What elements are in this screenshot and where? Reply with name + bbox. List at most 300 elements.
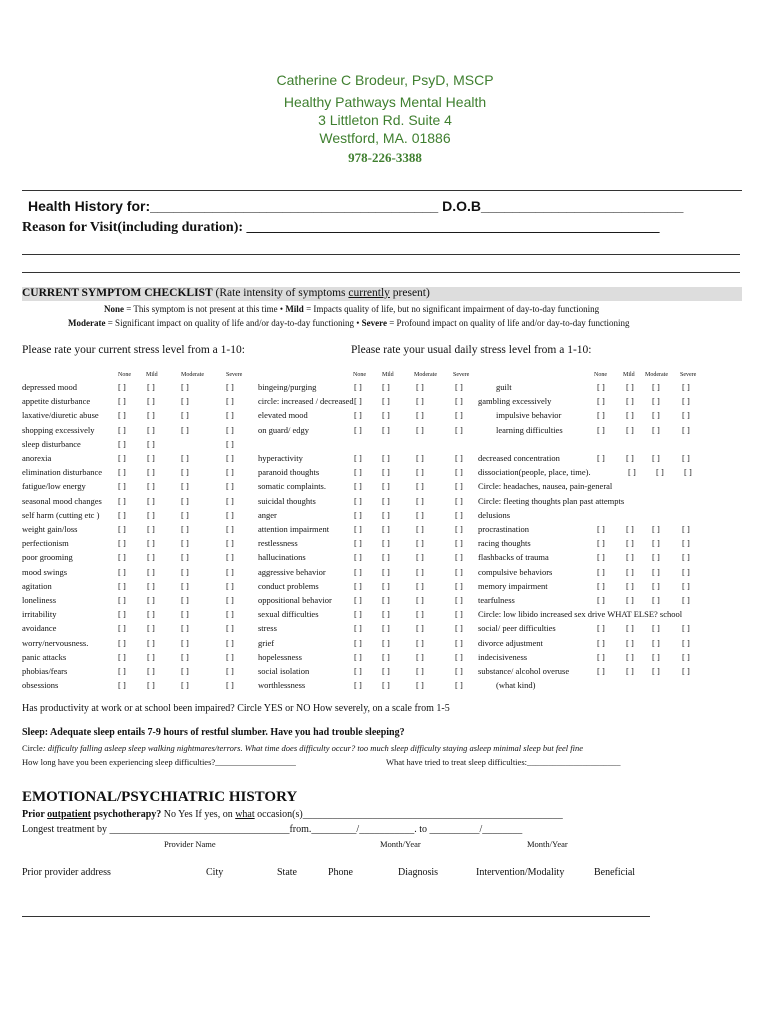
severity-checkbox-mild[interactable]: [ ] [382,467,390,478]
severity-checkbox-mild[interactable]: [ ] [626,382,634,392]
severity-checkbox-none[interactable]: [ ] [118,453,126,463]
severity-checkbox-mild[interactable]: [ ] [626,566,634,577]
prior-provider-city-label: City [206,867,224,878]
severity-checkbox-mild[interactable]: [ ] [626,552,634,563]
severity-checkbox-severe[interactable]: [ ] [455,623,463,634]
symptom-label: tearfulness [478,595,515,605]
severity-checkbox-moderate[interactable]: [ ] [652,637,660,648]
severity-checkbox-severe[interactable]: [ ] [682,410,690,421]
severity-checkbox-mild[interactable]: [ ] [382,637,390,648]
symptom-label: sleep disturbance [22,438,81,449]
severity-checkbox-moderate[interactable]: [ ] [181,552,189,563]
severity-checkbox-none[interactable]: [ ] [354,524,362,534]
severity-checkbox-severe[interactable]: [ ] [226,467,234,478]
symptom-label: gambling excessively [478,396,552,407]
severity-checkbox-mild[interactable]: [ ] [147,524,155,534]
severity-checkbox-severe[interactable]: [ ] [682,651,690,662]
severity-checkbox-mild[interactable]: [ ] [147,566,155,577]
severity-checkbox-moderate[interactable]: [ ] [416,453,424,463]
severity-checkbox-mild[interactable]: [ ] [382,382,390,392]
severity-checkbox-moderate[interactable]: [ ] [181,410,189,421]
severity-checkbox-none[interactable]: [ ] [118,481,126,492]
severity-checkbox-none[interactable]: [ ] [354,396,362,407]
severity-checkbox-severe[interactable]: [ ] [455,424,463,435]
level-header-none: None [118,372,131,378]
severity-checkbox-none[interactable]: [ ] [354,637,362,648]
severity-checkbox-severe[interactable]: [ ] [226,666,234,676]
severity-checkbox-severe[interactable]: [ ] [226,410,234,421]
severity-checkbox-severe[interactable]: [ ] [226,637,234,648]
severity-checkbox-severe[interactable]: [ ] [455,481,463,492]
severity-checkbox-severe[interactable]: [ ] [682,623,690,634]
severity-checkbox-moderate[interactable]: [ ] [416,623,424,634]
severity-checkbox-mild[interactable]: [ ] [147,595,155,605]
severity-checkbox-severe[interactable]: [ ] [682,524,690,534]
symptom-label: (what kind) [496,680,536,691]
severity-checkbox-severe[interactable]: [ ] [682,637,690,648]
severity-checkbox-moderate[interactable]: [ ] [181,509,189,520]
severity-checkbox-moderate[interactable]: [ ] [652,595,660,605]
severity-checkbox-moderate[interactable]: [ ] [416,524,424,534]
severity-checkbox-none[interactable]: [ ] [118,509,126,520]
symptom-label: avoidance [22,623,57,634]
severity-checkbox-none[interactable]: [ ] [118,382,126,392]
severity-checkbox-none[interactable]: [ ] [118,651,126,662]
severity-checkbox-mild[interactable]: [ ] [147,609,155,620]
checklist-title: CURRENT SYMPTOM CHECKLIST (Rate intensity of symptoms currently present) [22,287,430,299]
severity-checkbox-moderate[interactable]: [ ] [652,396,660,407]
severity-checkbox-moderate[interactable]: [ ] [416,467,424,478]
severity-checkbox-severe[interactable]: [ ] [226,438,234,449]
severity-checkbox-mild[interactable]: [ ] [382,680,390,691]
severity-checkbox-none[interactable]: [ ] [118,666,126,676]
symptom-label: seasonal mood changes [22,495,102,506]
severity-checkbox-moderate[interactable]: [ ] [181,382,189,392]
month-year-caption-to: Month/Year [527,839,568,849]
severity-checkbox-mild[interactable]: [ ] [147,424,155,435]
severity-checkbox-moderate[interactable]: [ ] [416,580,424,591]
severity-checkbox-mild[interactable]: [ ] [626,637,634,648]
symptom-label: Circle: headaches, nausea, pain-general [478,481,613,492]
reason-blank-line-2[interactable] [22,272,740,273]
severity-checkbox-moderate[interactable]: [ ] [181,637,189,648]
severity-checkbox-severe[interactable]: [ ] [226,609,234,620]
severity-checkbox-none[interactable]: [ ] [354,538,362,549]
severity-checkbox-severe[interactable]: [ ] [455,637,463,648]
severity-checkbox-mild[interactable]: [ ] [147,666,155,676]
severity-checkbox-severe[interactable]: [ ] [226,382,234,392]
symptom-label: grief [258,637,275,648]
severity-checkbox-mild[interactable]: [ ] [382,595,390,605]
severity-checkbox-mild[interactable]: [ ] [626,453,634,463]
severity-checkbox-severe[interactable]: [ ] [455,552,463,563]
prior-provider-entry-line[interactable] [22,916,650,917]
severity-checkbox-moderate[interactable]: [ ] [416,538,424,549]
severity-checkbox-mild[interactable]: [ ] [382,524,390,534]
severity-checkbox-severe[interactable]: [ ] [682,424,690,435]
severity-checkbox-moderate[interactable]: [ ] [181,524,189,534]
severity-checkbox-severe[interactable]: [ ] [226,580,234,591]
severity-checkbox-severe[interactable]: [ ] [455,538,463,549]
severity-checkbox-none[interactable]: [ ] [118,438,126,449]
symptom-label: fatigue/low energy [22,481,86,492]
severity-checkbox-none[interactable]: [ ] [354,595,362,605]
severity-checkbox-moderate[interactable]: [ ] [652,424,660,435]
severity-checkbox-moderate[interactable]: [ ] [652,666,660,676]
severity-checkbox-severe[interactable]: [ ] [226,552,234,563]
severity-checkbox-mild[interactable]: [ ] [147,623,155,634]
severity-checkbox-moderate[interactable]: [ ] [416,495,424,506]
severity-checkbox-moderate[interactable]: [ ] [652,580,660,591]
severity-checkbox-moderate[interactable]: [ ] [181,396,189,407]
symptom-label: Circle: fleeting thoughts plan past attempts [478,495,625,506]
prior-provider-diagnosis-label: Diagnosis [398,867,438,878]
severity-checkbox-severe[interactable]: [ ] [682,666,690,676]
severity-checkbox-none[interactable]: [ ] [118,495,126,506]
symptom-label: guilt [496,382,512,392]
severity-checkbox-severe[interactable]: [ ] [226,524,234,534]
severity-checkbox-severe[interactable]: [ ] [455,467,463,478]
level-header-severe: Severe [680,372,697,378]
severity-checkbox-mild[interactable]: [ ] [626,396,634,407]
severity-checkbox-severe[interactable]: [ ] [226,424,234,435]
severity-checkbox-severe[interactable]: [ ] [226,538,234,549]
severity-checkbox-moderate[interactable]: [ ] [181,538,189,549]
severity-checkbox-moderate[interactable]: [ ] [416,382,424,392]
productivity-question[interactable]: Has productivity at work or at school been impaired? Circle YES or NO How severely, on a scale from 1-5 [22,703,450,714]
severity-checkbox-none[interactable]: [ ] [354,666,362,676]
severity-checkbox-moderate[interactable]: [ ] [181,467,189,478]
severity-checkbox-severe[interactable]: [ ] [455,495,463,506]
severity-checkbox-none[interactable]: [ ] [118,467,126,478]
severity-checkbox-none[interactable]: [ ] [597,552,605,563]
severity-checkbox-none[interactable]: [ ] [597,538,605,549]
severity-checkbox-mild[interactable]: [ ] [382,552,390,563]
symptom-label: flashbacks of trauma [478,552,549,563]
severity-checkbox-moderate[interactable]: [ ] [181,453,189,463]
level-header-mild: Mild [623,372,635,378]
symptom-label: social/ peer difficulties [478,623,556,634]
severity-checkbox-moderate[interactable]: [ ] [652,566,660,577]
severity-checkbox-moderate[interactable]: [ ] [652,552,660,563]
severity-checkbox-mild[interactable]: [ ] [382,481,390,492]
severity-checkbox-mild[interactable]: [ ] [147,509,155,520]
severity-checkbox-moderate[interactable]: [ ] [652,651,660,662]
severity-checkbox-none[interactable]: [ ] [118,580,126,591]
severity-checkbox-moderate[interactable]: [ ] [416,637,424,648]
severity-checkbox-none[interactable]: [ ] [118,680,126,691]
severity-checkbox-mild[interactable]: [ ] [147,481,155,492]
level-header-severe: Severe [226,372,243,378]
stress-usual-prompt[interactable]: Please rate your usual daily stress level from a 1-10: [351,344,592,356]
severity-checkbox-mild[interactable]: [ ] [382,580,390,591]
severity-checkbox-mild[interactable]: [ ] [382,509,390,520]
severity-checkbox-none[interactable]: [ ] [118,396,126,407]
severity-checkbox-none[interactable]: [ ] [597,382,605,392]
prior-provider-phone-label: Phone [328,867,353,878]
symptom-label: appetite disturbance [22,396,91,407]
symptom-label: stress [258,623,277,634]
severity-checkbox-severe[interactable]: [ ] [226,566,234,577]
severity-checkbox-none[interactable]: [ ] [597,637,605,648]
severity-checkbox-moderate[interactable]: [ ] [416,481,424,492]
severity-checkbox-mild[interactable]: [ ] [382,396,390,407]
severity-checkbox-severe[interactable]: [ ] [226,623,234,634]
stress-current-prompt[interactable]: Please rate your current stress level from a 1-10: [22,344,245,356]
symptom-label: weight gain/loss [22,524,78,534]
severity-checkbox-moderate[interactable]: [ ] [181,680,189,691]
severity-checkbox-moderate[interactable]: [ ] [416,424,424,435]
severity-checkbox-moderate[interactable]: [ ] [181,580,189,591]
symptom-label: aggressive behavior [258,566,326,577]
severity-checkbox-severe[interactable]: [ ] [226,396,234,407]
severity-checkbox-moderate[interactable]: [ ] [416,666,424,676]
severity-checkbox-moderate[interactable]: [ ] [652,623,660,634]
severity-checkbox-severe[interactable]: [ ] [455,566,463,577]
severity-checkbox-none[interactable]: [ ] [118,524,126,534]
severity-checkbox-severe[interactable]: [ ] [226,495,234,506]
severity-checkbox-severe[interactable]: [ ] [682,538,690,549]
severity-checkbox-mild[interactable]: [ ] [382,538,390,549]
severity-checkbox-mild[interactable]: [ ] [147,453,155,463]
severity-checkbox-severe[interactable]: [ ] [226,453,234,463]
severity-checkbox-severe[interactable]: [ ] [682,566,690,577]
severity-checkbox-severe[interactable]: [ ] [455,666,463,676]
symptom-label: paranoid thoughts [258,467,320,478]
severity-checkbox-moderate[interactable]: [ ] [181,609,189,620]
severity-checkbox-moderate[interactable]: [ ] [416,509,424,520]
level-header-none: None [594,372,607,378]
severity-checkbox-mild[interactable]: [ ] [147,410,155,421]
severity-checkbox-none[interactable]: [ ] [354,495,362,506]
severity-checkbox-mild[interactable]: [ ] [626,623,634,634]
severity-checkbox-mild[interactable]: [ ] [626,410,634,421]
severity-checkbox-mild[interactable]: [ ] [626,666,634,676]
severity-checkbox-severe[interactable]: [ ] [455,396,463,407]
severity-checkbox-none[interactable]: [ ] [354,566,362,577]
symptom-label: hopelessness [258,651,302,662]
severity-checkbox-none[interactable]: [ ] [597,524,605,534]
severity-checkbox-mild[interactable]: [ ] [147,552,155,563]
symptom-label: hallucinations [258,552,306,563]
severity-checkbox-severe[interactable]: [ ] [226,680,234,691]
symptom-label: conduct problems [258,580,319,591]
severity-checkbox-severe[interactable]: [ ] [455,524,463,534]
severity-checkbox-moderate[interactable]: [ ] [181,495,189,506]
severity-checkbox-none[interactable]: [ ] [597,396,605,407]
severity-checkbox-none[interactable]: [ ] [354,580,362,591]
severity-checkbox-none[interactable]: [ ] [354,552,362,563]
symptom-label: worthlessness [258,680,306,691]
symptom-label: attention impairment [258,524,330,534]
severity-checkbox-moderate[interactable]: [ ] [416,595,424,605]
severity-checkbox-mild[interactable]: [ ] [147,382,155,392]
severity-checkbox-moderate[interactable]: [ ] [181,481,189,492]
reason-blank-line-1[interactable] [22,254,740,255]
severity-checkbox-none[interactable]: [ ] [354,481,362,492]
severity-checkbox-severe[interactable]: [ ] [226,595,234,605]
severity-checkbox-severe[interactable]: [ ] [682,382,690,392]
severity-checkbox-mild[interactable]: [ ] [382,424,390,435]
sleep-treatment-field[interactable]: What have tried to treat sleep difficulties:______________________ [386,757,621,767]
severity-checkbox-severe[interactable]: [ ] [455,680,463,691]
severity-checkbox-mild[interactable]: [ ] [382,666,390,676]
severity-checkbox-none[interactable]: [ ] [597,666,605,676]
severity-checkbox-severe[interactable]: [ ] [682,595,690,605]
prior-provider-address-label: Prior provider address [22,867,111,878]
severity-checkbox-none[interactable]: [ ] [118,538,126,549]
severity-checkbox-moderate[interactable]: [ ] [416,410,424,421]
symptom-label: anorexia [22,453,52,463]
severity-checkbox-mild[interactable]: [ ] [147,580,155,591]
severity-checkbox-severe[interactable]: [ ] [226,481,234,492]
health-history-line[interactable]: Health History for:_____________________________________ D.O.B__________________________ [28,198,684,214]
severity-checkbox-severe[interactable]: [ ] [226,651,234,662]
severity-checkbox-moderate[interactable]: [ ] [416,651,424,662]
severity-checkbox-mild[interactable]: [ ] [382,495,390,506]
severity-checkbox-none[interactable]: [ ] [597,424,605,435]
severity-checkbox-none[interactable]: [ ] [118,410,126,421]
sleep-circle-options[interactable]: Circle: difficulty falling asleep sleep walking nightmares/terrors. What time does difficulty occur? too much sleep difficulty staying asleep minimal sleep but feel fine [22,743,583,753]
symptom-label: oppositional behavior [258,595,332,605]
severity-checkbox-severe[interactable]: [ ] [682,396,690,407]
severity-checkbox-moderate[interactable]: [ ] [652,382,660,392]
severity-checkbox-mild[interactable]: [ ] [626,524,634,534]
severity-checkbox-moderate[interactable]: [ ] [181,623,189,634]
severity-checkbox-none[interactable]: [ ] [118,424,126,435]
severity-checkbox-mild[interactable]: [ ] [628,467,636,478]
severity-checkbox-none[interactable]: [ ] [597,651,605,662]
severity-checkbox-none[interactable]: [ ] [118,566,126,577]
severity-checkbox-moderate[interactable]: [ ] [181,651,189,662]
severity-checkbox-none[interactable]: [ ] [354,623,362,634]
severity-checkbox-none[interactable]: [ ] [118,595,126,605]
symptom-label: irritability [22,609,57,620]
severity-checkbox-mild[interactable]: [ ] [626,538,634,549]
symptom-label: restlessness [258,538,298,549]
severity-checkbox-severe[interactable]: [ ] [684,467,692,478]
severity-checkbox-mild[interactable]: [ ] [626,424,634,435]
prior-provider-beneficial-label: Beneficial [594,867,636,878]
severity-checkbox-none[interactable]: [ ] [354,509,362,520]
severity-checkbox-moderate[interactable]: [ ] [181,666,189,676]
symptom-label: panic attacks [22,651,67,662]
severity-checkbox-mild[interactable]: [ ] [382,623,390,634]
level-header-moderate: Moderate [645,372,668,378]
severity-checkbox-mild[interactable]: [ ] [147,538,155,549]
severity-checkbox-mild[interactable]: [ ] [626,595,634,605]
severity-checkbox-moderate[interactable]: [ ] [416,396,424,407]
severity-checkbox-none[interactable]: [ ] [597,453,605,463]
severity-checkbox-mild[interactable]: [ ] [147,438,155,449]
reason-for-visit-line[interactable]: Reason for Visit(including duration): ___________________________________________________________ [22,220,660,235]
severity-checkbox-severe[interactable]: [ ] [455,651,463,662]
severity-checkbox-none[interactable]: [ ] [354,609,362,620]
symptom-label: elimination disturbance [22,467,103,478]
severity-checkbox-none[interactable]: [ ] [597,580,605,591]
severity-checkbox-moderate[interactable]: [ ] [416,566,424,577]
severity-checkbox-none[interactable]: [ ] [118,552,126,563]
severity-checkbox-moderate[interactable]: [ ] [652,453,660,463]
severity-checkbox-none[interactable]: [ ] [354,651,362,662]
severity-checkbox-mild[interactable]: [ ] [626,580,634,591]
level-header-moderate: Moderate [181,372,204,378]
severity-checkbox-moderate[interactable]: [ ] [416,609,424,620]
severity-checkbox-moderate[interactable]: [ ] [181,424,189,435]
symptom-label: on guard/ edgy [258,424,309,435]
severity-checkbox-mild[interactable]: [ ] [147,495,155,506]
level-header-severe: Severe [453,372,470,378]
prior-psychotherapy-question[interactable]: Prior outpatient psychotherapy? No Yes If yes, on what occasion(s)____________________________________________________ [22,809,563,820]
severity-checkbox-mild[interactable]: [ ] [147,637,155,648]
severity-checkbox-moderate[interactable]: [ ] [656,467,664,478]
severity-checkbox-mild[interactable]: [ ] [382,410,390,421]
severity-checkbox-moderate[interactable]: [ ] [416,552,424,563]
symptom-label: somatic complaints. [258,481,326,492]
severity-checkbox-mild[interactable]: [ ] [147,467,155,478]
severity-checkbox-severe[interactable]: [ ] [455,595,463,605]
severity-checkbox-none[interactable]: [ ] [118,623,126,634]
severity-checkbox-mild[interactable]: [ ] [382,651,390,662]
severity-checkbox-mild[interactable]: [ ] [626,651,634,662]
severity-checkbox-moderate[interactable]: [ ] [652,524,660,534]
severity-checkbox-mild[interactable]: [ ] [382,453,390,463]
severity-checkbox-mild[interactable]: [ ] [382,566,390,577]
symptom-label: obsessions [22,680,59,691]
severity-checkbox-severe[interactable]: [ ] [455,609,463,620]
severity-checkbox-none[interactable]: [ ] [354,467,362,478]
severity-checkbox-none[interactable]: [ ] [354,453,362,463]
symptom-label: phobias/fears [22,666,68,676]
longest-treatment-field[interactable]: Longest treatment by ____________________________________from._________/___________. to __________/________ [22,824,523,835]
severity-checkbox-severe[interactable]: [ ] [682,580,690,591]
severity-checkbox-mild[interactable]: [ ] [382,609,390,620]
severity-checkbox-severe[interactable]: [ ] [455,580,463,591]
severity-checkbox-moderate[interactable]: [ ] [181,595,189,605]
severity-checkbox-none[interactable]: [ ] [118,609,126,620]
severity-checkbox-severe[interactable]: [ ] [455,453,463,463]
symptom-label: memory impairment [478,580,548,591]
sleep-duration-field[interactable]: How long have you been experiencing sleep difficulties?___________________ [22,757,296,767]
symptom-label: compulsive behaviors [478,566,553,577]
severity-checkbox-severe[interactable]: [ ] [455,509,463,520]
severity-checkbox-mild[interactable]: [ ] [147,396,155,407]
severity-checkbox-severe[interactable]: [ ] [455,410,463,421]
severity-checkbox-moderate[interactable]: [ ] [652,410,660,421]
severity-checkbox-severe[interactable]: [ ] [682,552,690,563]
severity-checkbox-mild[interactable]: [ ] [147,651,155,662]
severity-checkbox-none[interactable]: [ ] [597,595,605,605]
symptom-label: bingeing/purging [258,382,317,392]
severity-checkbox-none[interactable]: [ ] [354,382,362,392]
severity-checkbox-moderate[interactable]: [ ] [181,566,189,577]
severity-checkbox-none[interactable]: [ ] [597,623,605,634]
severity-checkbox-none[interactable]: [ ] [354,424,362,435]
severity-checkbox-severe[interactable]: [ ] [226,509,234,520]
severity-checkbox-severe[interactable]: [ ] [682,453,690,463]
severity-checkbox-none[interactable]: [ ] [597,566,605,577]
severity-checkbox-none[interactable]: [ ] [597,410,605,421]
severity-checkbox-moderate[interactable]: [ ] [416,680,424,691]
severity-checkbox-none[interactable]: [ ] [354,680,362,691]
severity-checkbox-moderate[interactable]: [ ] [652,538,660,549]
severity-checkbox-none[interactable]: [ ] [354,410,362,421]
checklist-def-1: None = This symptom is not present at this time • Mild = Impacts quality of life, but no significant impairment of day-to-day functioning [104,304,600,314]
symptom-label: suicidal thoughts [258,495,316,506]
severity-checkbox-severe[interactable]: [ ] [455,382,463,392]
severity-checkbox-none[interactable]: [ ] [118,637,126,648]
severity-checkbox-mild[interactable]: [ ] [147,680,155,691]
